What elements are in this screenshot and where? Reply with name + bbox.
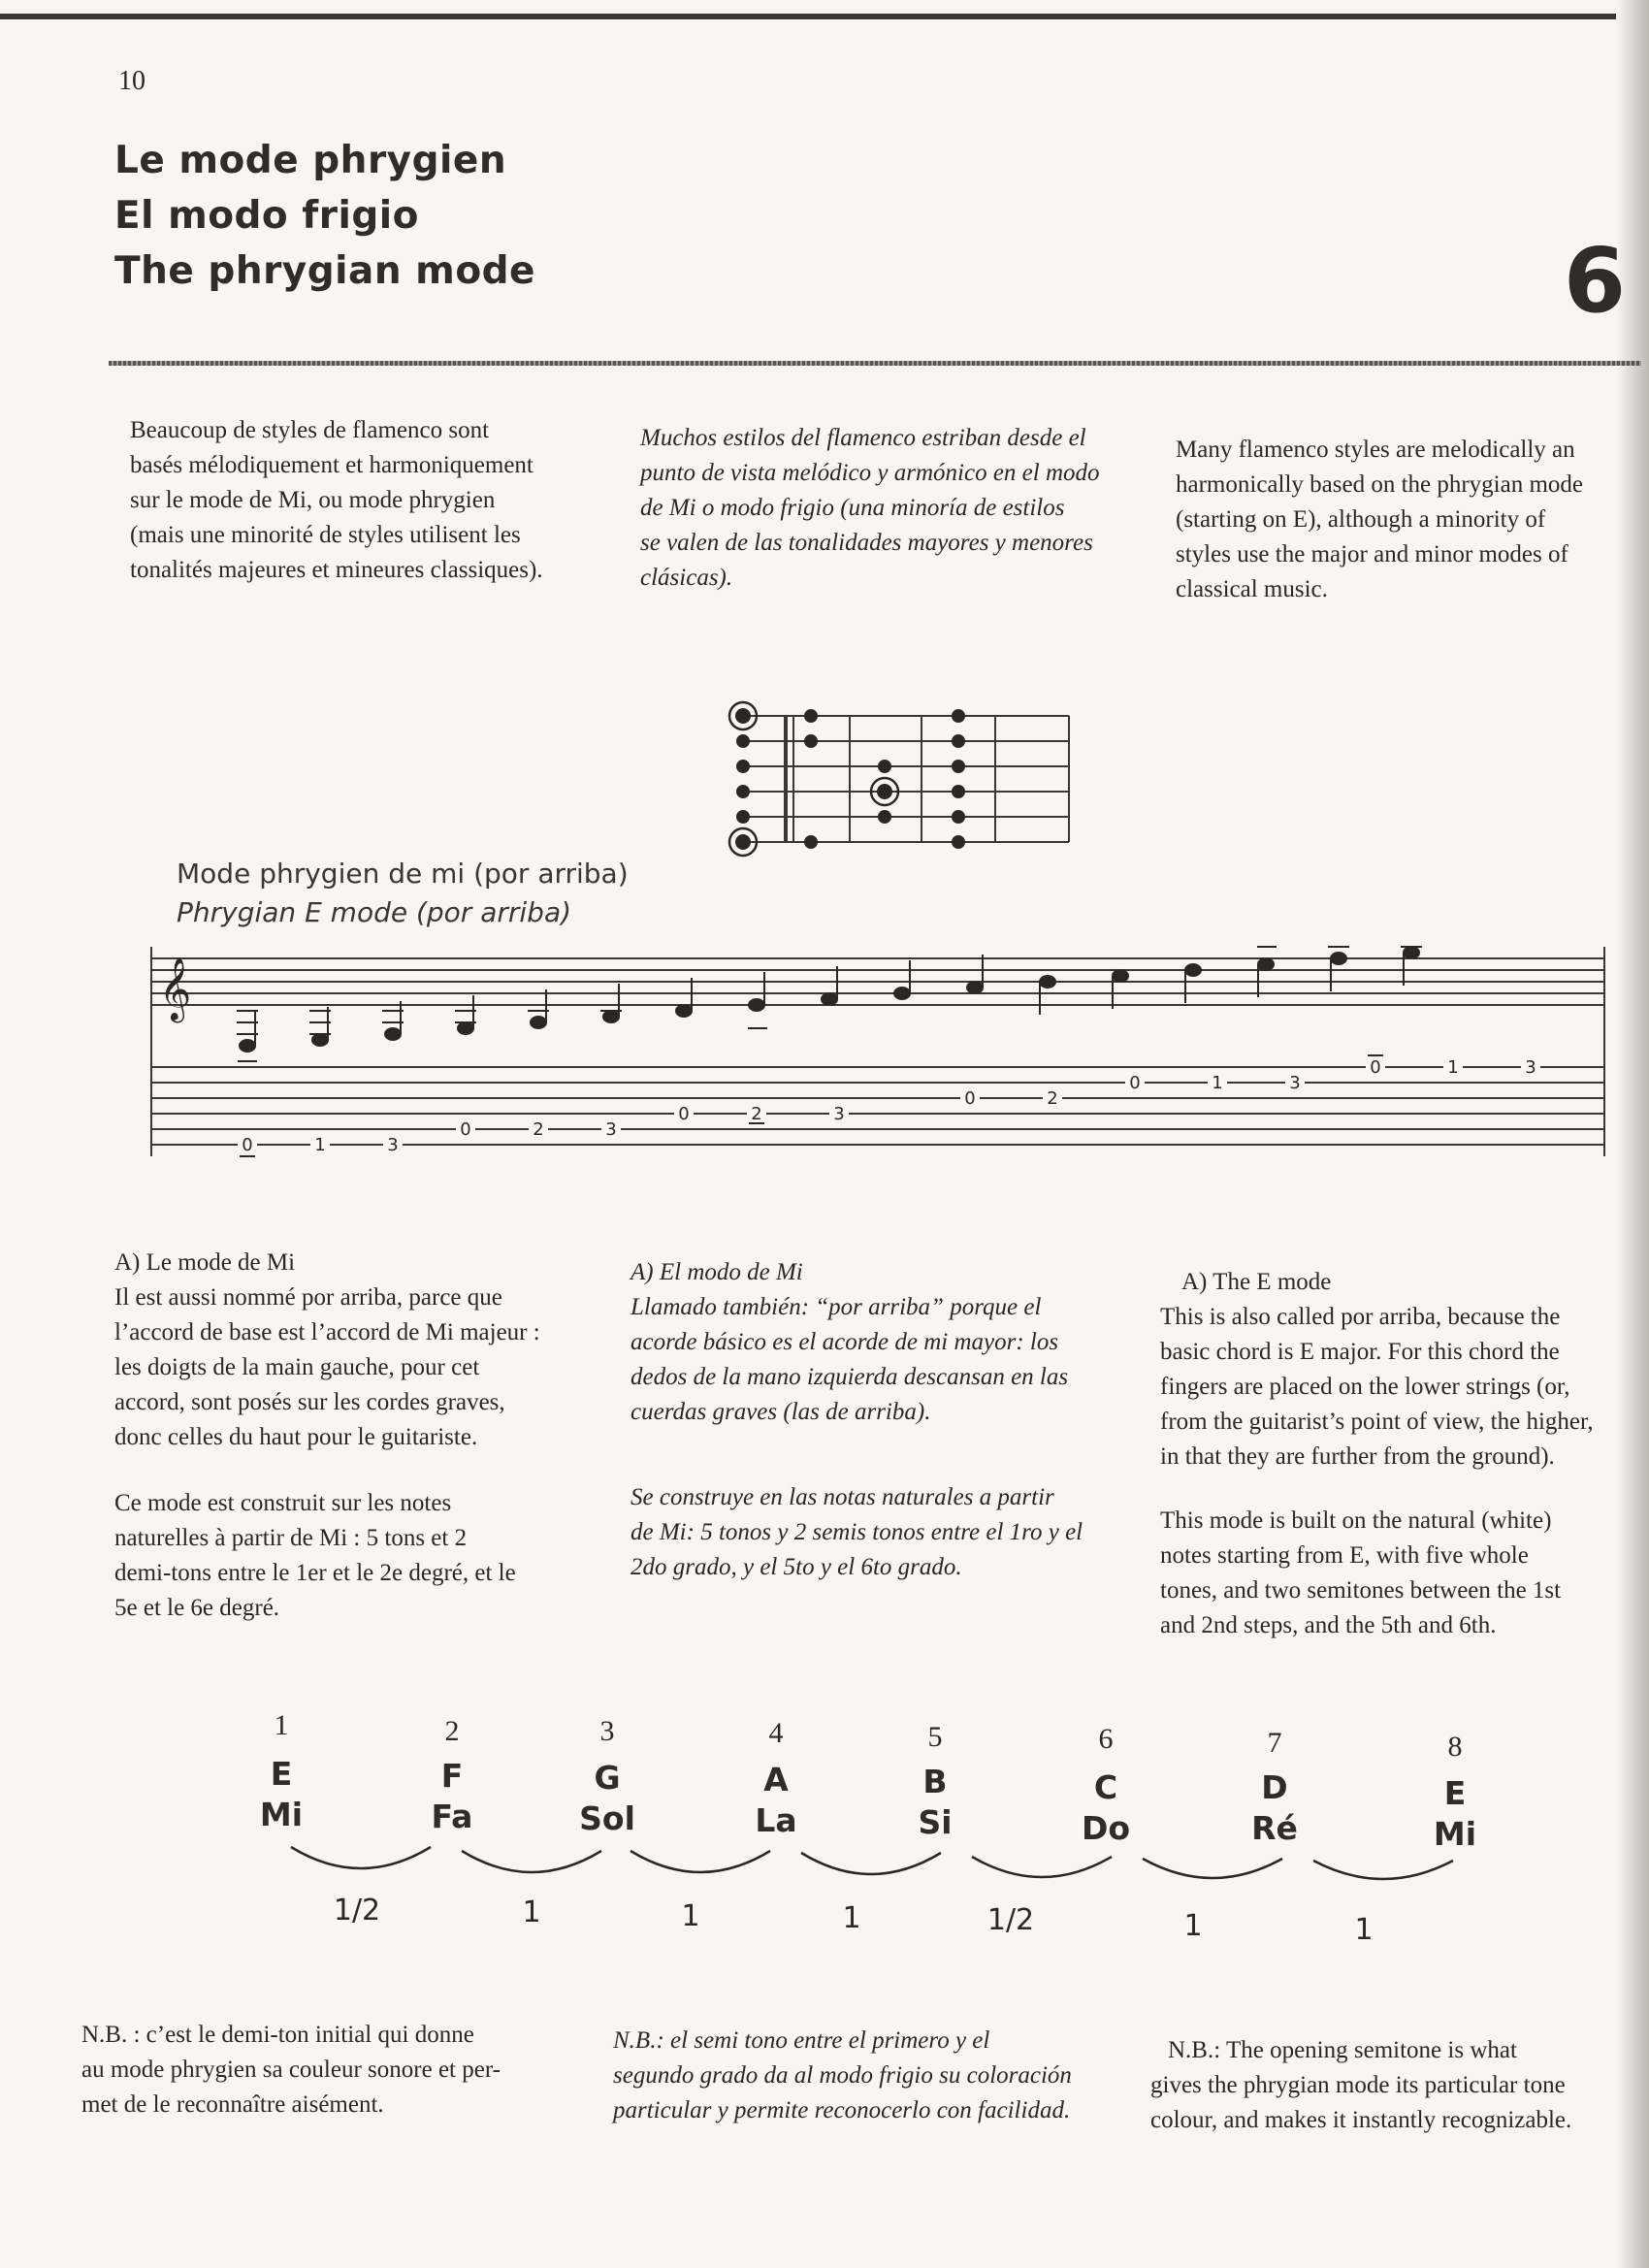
text-line: gives the phrygian mode its particular tone xyxy=(1150,2072,1566,2098)
text-line: notes starting from E, with five whole xyxy=(1160,1542,1529,1569)
note-letter: F xyxy=(440,1757,464,1795)
scale-degree: 6 xyxy=(1098,1723,1114,1755)
section-paragraph xyxy=(630,1480,1154,1585)
scale-note xyxy=(1207,1767,1342,1849)
interval-label: 1 xyxy=(1183,1909,1203,1943)
intro-es-line: Muchos estilos del flamenco estriban desde el xyxy=(640,425,1086,451)
note-solfege: La xyxy=(755,1801,797,1839)
text-line: Ce mode est construit sur les notes xyxy=(114,1490,452,1516)
text-line: les doigts de la main gauche, pour cet xyxy=(114,1354,480,1380)
note-solfege: Do xyxy=(1081,1809,1131,1847)
section-paragraph xyxy=(114,1280,599,1455)
note-solfege: Ré xyxy=(1251,1809,1298,1847)
interval-label: 1 xyxy=(681,1899,700,1933)
note-solfege: Mi xyxy=(1433,1815,1477,1853)
note-solfege: Fa xyxy=(431,1798,473,1835)
note-solfege: Si xyxy=(918,1803,953,1841)
scale-degree: 8 xyxy=(1447,1731,1463,1763)
tab-number: 1 xyxy=(1212,1073,1223,1093)
nb-french xyxy=(81,2018,605,2122)
tab-number: 0 xyxy=(460,1119,471,1140)
text-line: This is also called por arriba, because the xyxy=(1160,1304,1561,1330)
text-line: from the guitarist’s point of view, the higher, xyxy=(1160,1409,1594,1435)
intro-english xyxy=(1176,433,1645,607)
page-gutter-shadow xyxy=(1616,0,1649,2268)
tab-number: 0 xyxy=(1129,1073,1141,1093)
text-line: acorde básico es el acorde de mi mayor: los xyxy=(630,1329,1059,1355)
page-number: 10 xyxy=(118,66,146,96)
scale-degree: 1 xyxy=(274,1709,289,1741)
section-paragraph xyxy=(1160,1300,1645,1474)
nb-spanish xyxy=(613,2024,1156,2128)
text-line: segundo grado da al modo frigio su coloración xyxy=(613,2062,1072,2089)
note-letter: G xyxy=(594,1759,621,1797)
intro-es-line: punto de vista melódico y armónico en el modo xyxy=(640,460,1100,486)
note-letter: B xyxy=(922,1763,948,1800)
tab-number: 0 xyxy=(242,1135,253,1155)
top-border xyxy=(0,14,1649,19)
tab-number: 0 xyxy=(678,1104,690,1124)
note-letter: E xyxy=(270,1755,293,1793)
intro-es-line: se valen de las tonalidades mayores y menores xyxy=(640,530,1093,556)
text-line: met de le reconnaître aisément. xyxy=(81,2091,384,2118)
notation-and-tablature xyxy=(146,941,1610,1162)
tab-number: 2 xyxy=(751,1104,762,1124)
tab-number: 0 xyxy=(964,1088,976,1109)
intro-fr-line: basés mélodiquement et harmoniquement xyxy=(130,452,534,478)
text-line: au mode phrygien sa couleur sonore et per- xyxy=(81,2057,501,2083)
text-line: Il est aussi nommé por arriba, parce que xyxy=(114,1284,502,1311)
note-letter: C xyxy=(1093,1768,1118,1806)
intro-en-line: (starting on E), although a minority of xyxy=(1176,506,1546,533)
intro-en-line: styles use the major and minor modes of xyxy=(1176,541,1568,567)
scale-degree: 4 xyxy=(768,1717,784,1749)
scale-degree: 2 xyxy=(444,1715,460,1747)
text-line: in that they are further from the ground). xyxy=(1160,1443,1555,1470)
note-solfege: Mi xyxy=(259,1796,304,1833)
intro-french xyxy=(130,413,596,588)
scale-note xyxy=(1038,1767,1174,1849)
interval-label: 1 xyxy=(1354,1913,1374,1947)
tab-number: 2 xyxy=(533,1119,544,1140)
intro-fr-line: tonalités majeures et mineures classiques). xyxy=(130,557,543,583)
section-heading: A) El modo de Mi xyxy=(630,1259,803,1285)
intro-en-line: Many flamenco styles are melodically an xyxy=(1176,437,1575,463)
tab-number: 1 xyxy=(1447,1057,1459,1078)
text-line: Se construye en las notas naturales a partir xyxy=(630,1484,1054,1510)
intro-es-line: de Mi o modo frigio (una minoría de estilos xyxy=(640,495,1065,521)
interval-label: 1/2 xyxy=(333,1894,381,1928)
note-solfege: Sol xyxy=(579,1799,635,1837)
text-line: basic chord is E major. For this chord the xyxy=(1160,1339,1560,1365)
title-spanish: El modo frigio xyxy=(114,194,419,238)
text-line: 5e et le 6e degré. xyxy=(114,1595,280,1621)
intro-es-line: clásicas). xyxy=(640,565,733,591)
scale-degree: 5 xyxy=(927,1721,943,1753)
intro-fr-line: Beaucoup de styles de flamenco sont xyxy=(130,417,490,443)
fretboard-diagram xyxy=(716,691,1075,877)
section-paragraph xyxy=(630,1290,1154,1430)
scale-note xyxy=(213,1754,349,1835)
intro-en-line: classical music. xyxy=(1176,576,1328,602)
text-line: fingers are placed on the lower strings (or, xyxy=(1160,1374,1570,1400)
tab-number: 3 xyxy=(387,1135,399,1155)
intro-spanish xyxy=(640,421,1156,596)
text-line: Llamado también: “por arriba” porque el xyxy=(630,1294,1042,1320)
tab-number: 2 xyxy=(1047,1088,1058,1109)
tab-number: 3 xyxy=(1289,1073,1301,1093)
scale-note xyxy=(708,1760,844,1841)
text-line: This mode is built on the natural (white) xyxy=(1160,1507,1552,1534)
section-paragraph xyxy=(1160,1504,1645,1643)
scale-note xyxy=(539,1758,675,1839)
note-letter: D xyxy=(1261,1768,1288,1806)
section-heading: A) Le mode de Mi xyxy=(114,1249,296,1276)
text-line: colour, and makes it instantly recognizable. xyxy=(1150,2107,1572,2133)
interval-label: 1 xyxy=(522,1895,541,1929)
section-paragraph xyxy=(114,1486,599,1626)
chapter-number: 6 xyxy=(1564,229,1627,333)
nb-english xyxy=(1150,2033,1645,2138)
intro-fr-line: (mais une minorité de styles utilisent les xyxy=(130,522,521,548)
interval-label: 1 xyxy=(842,1901,861,1935)
section-a-spanish xyxy=(630,1255,1154,1585)
section-heading: A) The E mode xyxy=(1181,1269,1332,1295)
section-a-french xyxy=(114,1246,599,1626)
title-english: The phrygian mode xyxy=(114,249,535,293)
text-line: N.B.: el semi tono entre el primero y el xyxy=(613,2027,990,2054)
scale-degree: 7 xyxy=(1267,1727,1282,1759)
text-line: demi-tons entre le 1er et le 2e degré, et le xyxy=(114,1560,516,1586)
section-a-english xyxy=(1160,1265,1645,1643)
tab-number: 3 xyxy=(1525,1057,1536,1078)
scale-note xyxy=(867,1762,1003,1843)
text-line: particular y permite reconocerlo con facilidad. xyxy=(613,2097,1071,2123)
tab-number: 1 xyxy=(314,1135,326,1155)
text-line: tones, and two semitones between the 1st xyxy=(1160,1577,1562,1604)
scale-degree: 3 xyxy=(599,1715,615,1747)
text-line: N.B.: The opening semitone is what xyxy=(1168,2037,1517,2063)
scale-note xyxy=(384,1756,520,1837)
text-line: accord, sont posés sur les cordes graves, xyxy=(114,1389,505,1415)
intro-en-line: harmonically based on the phrygian mode xyxy=(1176,471,1584,498)
tab-number: 0 xyxy=(1370,1057,1381,1078)
text-line: N.B. : c’est le demi-ton initial qui donne xyxy=(81,2022,474,2048)
interval-arcs xyxy=(281,1839,1474,1897)
text-line: dedos de la mano izquierda descansan en las xyxy=(630,1364,1069,1390)
title-french: Le mode phrygien xyxy=(114,139,507,182)
figure-caption-english: Phrygian E mode (por arriba) xyxy=(177,896,572,928)
note-letter: E xyxy=(1443,1774,1467,1812)
intro-fr-line: sur le mode de Mi, ou mode phrygien xyxy=(130,487,496,513)
svg-text:𝄞: 𝄞 xyxy=(159,957,192,1021)
note-letter: A xyxy=(763,1761,789,1798)
text-line: 2do grado, y el 5to y el 6to grado. xyxy=(630,1554,962,1580)
text-line: de Mi: 5 tonos y 2 semis tonos entre el 1ro y el xyxy=(630,1519,1083,1545)
text-line: naturelles à partir de Mi : 5 tons et 2 xyxy=(114,1525,468,1551)
figure-caption-french: Mode phrygien de mi (por arriba) xyxy=(177,858,629,890)
interval-label: 1/2 xyxy=(986,1903,1035,1937)
text-line: l’accord de base est l’accord de Mi majeur : xyxy=(114,1319,540,1345)
text-line: cuerdas graves (las de arriba). xyxy=(630,1399,931,1425)
title-rule xyxy=(109,361,1641,366)
text-line: donc celles du haut pour le guitariste. xyxy=(114,1424,478,1450)
text-line: and 2nd steps, and the 5th and 6th. xyxy=(1160,1612,1497,1638)
tab-number: 3 xyxy=(833,1104,845,1124)
tab-number: 3 xyxy=(605,1119,617,1140)
